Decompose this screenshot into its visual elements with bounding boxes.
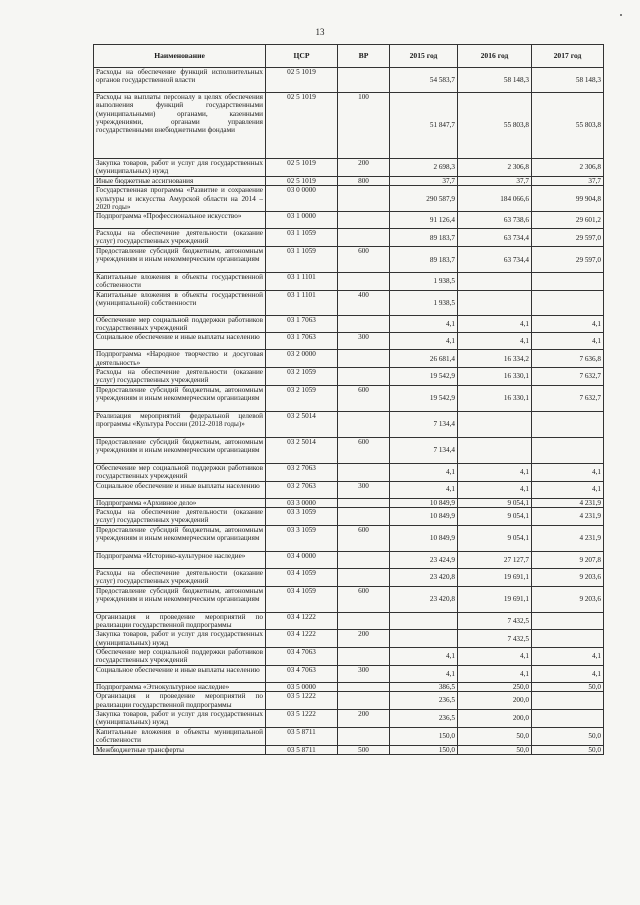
row-2015-cell: 7 134,4 xyxy=(390,411,458,437)
table-row xyxy=(94,709,604,727)
row-2017-cell xyxy=(532,437,604,463)
row-name-cell: Предоставление субсидий бюджетным, автономным учреждениям и иным некоммерческим организациям xyxy=(94,247,266,273)
row-vr-cell: 200 xyxy=(338,159,390,177)
row-csr-cell: 03 2 0000 xyxy=(266,350,338,368)
row-csr-cell: 03 4 1059 xyxy=(266,568,338,586)
table-row xyxy=(94,437,604,463)
row-name-cell: Расходы на обеспечение деятельности (оказание услуг) государственных учреждений xyxy=(94,367,266,385)
row-name-cell: Реализация мероприятий федеральной целевой программы «Культура России (2012-2018 годы)» xyxy=(94,411,266,437)
row-2017-cell: 9 203,6 xyxy=(532,568,604,586)
row-2017-cell: 4 231,9 xyxy=(532,498,604,507)
row-2015-cell: 236,5 xyxy=(390,709,458,727)
table-row xyxy=(94,568,604,586)
row-2015-cell: 10 849,9 xyxy=(390,507,458,525)
row-vr-cell xyxy=(338,229,390,247)
row-vr-cell: 600 xyxy=(338,586,390,612)
row-2015-cell: 4,1 xyxy=(390,315,458,333)
table-row xyxy=(94,692,604,710)
row-csr-cell: 03 3 1059 xyxy=(266,507,338,525)
row-2016-cell: 7 432,5 xyxy=(458,612,532,630)
row-2015-cell: 290 587,9 xyxy=(390,186,458,212)
table-row xyxy=(94,498,604,507)
row-2015-cell: 89 183,7 xyxy=(390,229,458,247)
row-vr-cell xyxy=(338,315,390,333)
row-2015-cell: 236,5 xyxy=(390,692,458,710)
row-2016-cell: 4,1 xyxy=(458,463,532,481)
row-csr-cell: 03 2 1059 xyxy=(266,367,338,385)
row-vr-cell xyxy=(338,186,390,212)
row-2016-cell: 27 127,7 xyxy=(458,551,532,568)
row-2017-cell: 4,1 xyxy=(532,648,604,666)
table-row xyxy=(94,745,604,754)
row-2017-cell: 4,1 xyxy=(532,481,604,498)
row-2015-cell: 54 583,7 xyxy=(390,68,458,93)
row-name-cell: Капитальные вложения в объекты муниципальной собственности xyxy=(94,727,266,745)
row-name-cell: Обеспечение мер социальной поддержки работников государственных учреждений xyxy=(94,315,266,333)
row-vr-cell: 500 xyxy=(338,745,390,754)
row-2016-cell: 16 330,1 xyxy=(458,385,532,411)
row-vr-cell: 600 xyxy=(338,525,390,551)
row-csr-cell: 03 1 1059 xyxy=(266,247,338,273)
row-vr-cell xyxy=(338,692,390,710)
row-csr-cell: 03 0 0000 xyxy=(266,186,338,212)
row-name-cell: Межбюджетные трансферты xyxy=(94,745,266,754)
table-row xyxy=(94,367,604,385)
row-2016-cell: 58 148,3 xyxy=(458,68,532,93)
table-row xyxy=(94,273,604,291)
row-name-cell: Капитальные вложения в объекты государственной собственности xyxy=(94,273,266,291)
row-vr-cell xyxy=(338,273,390,291)
row-2016-cell: 37,7 xyxy=(458,177,532,186)
row-vr-cell xyxy=(338,463,390,481)
row-vr-cell xyxy=(338,727,390,745)
row-2017-cell: 7 632,7 xyxy=(532,385,604,411)
row-2015-cell: 386,5 xyxy=(390,683,458,692)
row-2017-cell: 55 803,8 xyxy=(532,93,604,159)
row-2016-cell: 16 334,2 xyxy=(458,350,532,368)
row-name-cell: Обеспечение мер социальной поддержки работников государственных учреждений xyxy=(94,648,266,666)
row-2016-cell: 4,1 xyxy=(458,333,532,350)
row-2016-cell: 4,1 xyxy=(458,648,532,666)
row-csr-cell: 03 5 0000 xyxy=(266,683,338,692)
row-2015-cell: 51 847,7 xyxy=(390,93,458,159)
row-2015-cell: 4,1 xyxy=(390,666,458,683)
row-vr-cell xyxy=(338,551,390,568)
row-2016-cell: 63 734,4 xyxy=(458,229,532,247)
row-csr-cell: 02 5 1019 xyxy=(266,159,338,177)
row-2017-cell xyxy=(532,709,604,727)
row-vr-cell xyxy=(338,648,390,666)
row-name-cell: Расходы на выплаты персоналу в целях обеспечения выполнения функций государственными (муниципальными) органами, казенными учреждениями, органами управления государственными внебюджетными фондами xyxy=(94,93,266,159)
row-name-cell: Расходы на обеспечение деятельности (оказание услуг) государственных учреждений xyxy=(94,507,266,525)
row-2016-cell: 16 330,1 xyxy=(458,367,532,385)
row-2016-cell: 250,0 xyxy=(458,683,532,692)
row-name-cell: Социальное обеспечение и иные выплаты населению xyxy=(94,481,266,498)
row-2015-cell: 26 681,4 xyxy=(390,350,458,368)
row-name-cell: Расходы на обеспечение деятельности (оказание услуг) государственных учреждений xyxy=(94,568,266,586)
row-2017-cell: 99 904,8 xyxy=(532,186,604,212)
row-2016-cell: 55 803,8 xyxy=(458,93,532,159)
row-name-cell: Закупка товаров, работ и услуг для государственных (муниципальных) нужд xyxy=(94,630,266,648)
row-name-cell: Организация и проведение мероприятий по реализации государственной подпрограммы xyxy=(94,692,266,710)
row-csr-cell: 02 5 1019 xyxy=(266,177,338,186)
table-row xyxy=(94,525,604,551)
row-2016-cell xyxy=(458,273,532,291)
row-2015-cell: 19 542,9 xyxy=(390,385,458,411)
budget-table-container xyxy=(93,44,603,755)
table-row xyxy=(94,648,604,666)
row-2017-cell xyxy=(532,630,604,648)
header-2016: 2016 год xyxy=(458,45,532,68)
row-name-cell: Предоставление субсидий бюджетным, автономным учреждениям и иным некоммерческим организациям xyxy=(94,385,266,411)
row-csr-cell: 03 1 7063 xyxy=(266,315,338,333)
row-2016-cell: 9 054,1 xyxy=(458,498,532,507)
row-vr-cell: 400 xyxy=(338,290,390,315)
scan-speck xyxy=(620,14,622,16)
row-2015-cell: 23 420,8 xyxy=(390,586,458,612)
row-name-cell: Предоставление субсидий бюджетным, автономным учреждениям и иным некоммерческим организациям xyxy=(94,525,266,551)
table-row xyxy=(94,333,604,350)
row-2015-cell: 23 420,8 xyxy=(390,568,458,586)
row-2017-cell: 37,7 xyxy=(532,177,604,186)
row-2017-cell: 29 597,0 xyxy=(532,229,604,247)
table-row xyxy=(94,481,604,498)
row-vr-cell xyxy=(338,68,390,93)
row-csr-cell: 03 2 7063 xyxy=(266,463,338,481)
row-2015-cell: 19 542,9 xyxy=(390,367,458,385)
row-vr-cell: 800 xyxy=(338,177,390,186)
row-2016-cell: 50,0 xyxy=(458,727,532,745)
row-2017-cell: 4,1 xyxy=(532,666,604,683)
row-vr-cell: 600 xyxy=(338,437,390,463)
row-vr-cell xyxy=(338,568,390,586)
row-name-cell: Обеспечение мер социальной поддержки работников государственных учреждений xyxy=(94,463,266,481)
table-row xyxy=(94,247,604,273)
table-row xyxy=(94,411,604,437)
row-2016-cell: 63 738,6 xyxy=(458,212,532,229)
row-2015-cell: 150,0 xyxy=(390,745,458,754)
table-row xyxy=(94,177,604,186)
row-2017-cell: 50,0 xyxy=(532,745,604,754)
table-row xyxy=(94,666,604,683)
row-2017-cell: 9 207,8 xyxy=(532,551,604,568)
row-csr-cell: 03 1 1059 xyxy=(266,229,338,247)
row-2016-cell xyxy=(458,437,532,463)
table-row xyxy=(94,727,604,745)
row-name-cell: Подпрограмма «Этнокультурное наследие» xyxy=(94,683,266,692)
row-2015-cell: 4,1 xyxy=(390,648,458,666)
header-vr: ВР xyxy=(338,45,390,68)
row-2016-cell: 184 066,6 xyxy=(458,186,532,212)
row-2016-cell: 4,1 xyxy=(458,315,532,333)
row-2017-cell: 7 632,7 xyxy=(532,367,604,385)
row-csr-cell: 03 5 1222 xyxy=(266,692,338,710)
row-2015-cell: 4,1 xyxy=(390,463,458,481)
row-2016-cell: 9 054,1 xyxy=(458,507,532,525)
row-vr-cell: 600 xyxy=(338,385,390,411)
row-2017-cell: 7 636,8 xyxy=(532,350,604,368)
row-2017-cell xyxy=(532,273,604,291)
row-name-cell: Предоставление субсидий бюджетным, автономным учреждениям и иным некоммерческим организациям xyxy=(94,586,266,612)
row-vr-cell xyxy=(338,507,390,525)
row-2017-cell: 2 306,8 xyxy=(532,159,604,177)
row-vr-cell: 600 xyxy=(338,247,390,273)
table-row xyxy=(94,229,604,247)
row-vr-cell: 300 xyxy=(338,481,390,498)
row-2016-cell: 7 432,5 xyxy=(458,630,532,648)
row-2017-cell xyxy=(532,612,604,630)
row-csr-cell: 02 5 1019 xyxy=(266,93,338,159)
table-row xyxy=(94,159,604,177)
table-row xyxy=(94,212,604,229)
row-csr-cell: 03 3 0000 xyxy=(266,498,338,507)
row-csr-cell: 03 5 8711 xyxy=(266,745,338,754)
row-name-cell: Расходы на обеспечение функций исполнительных органов государственной власти xyxy=(94,68,266,93)
row-2015-cell xyxy=(390,630,458,648)
row-2016-cell: 50,0 xyxy=(458,745,532,754)
header-csr: ЦСР xyxy=(266,45,338,68)
row-2015-cell: 7 134,4 xyxy=(390,437,458,463)
row-2017-cell xyxy=(532,411,604,437)
row-vr-cell xyxy=(338,498,390,507)
table-row xyxy=(94,683,604,692)
row-2016-cell: 200,0 xyxy=(458,709,532,727)
table-row xyxy=(94,507,604,525)
row-name-cell: Подпрограмма «Народное творчество и досуговая деятельность» xyxy=(94,350,266,368)
row-csr-cell: 03 4 1222 xyxy=(266,612,338,630)
row-name-cell: Предоставление субсидий бюджетным, автономным учреждениям и иным некоммерческим организациям xyxy=(94,437,266,463)
row-vr-cell: 300 xyxy=(338,666,390,683)
row-vr-cell xyxy=(338,411,390,437)
table-row xyxy=(94,350,604,368)
row-name-cell: Подпрограмма «Архивное дело» xyxy=(94,498,266,507)
row-2017-cell: 4,1 xyxy=(532,315,604,333)
table-row xyxy=(94,586,604,612)
row-name-cell: Закупка товаров, работ и услуг для государственных (муниципальных) нужд xyxy=(94,159,266,177)
row-2016-cell: 19 691,1 xyxy=(458,568,532,586)
row-name-cell: Подпрограмма «Историко-культурное наследие» xyxy=(94,551,266,568)
row-vr-cell xyxy=(338,350,390,368)
row-vr-cell: 300 xyxy=(338,333,390,350)
row-2017-cell: 4 231,9 xyxy=(532,507,604,525)
table-row xyxy=(94,385,604,411)
row-csr-cell: 03 2 5014 xyxy=(266,411,338,437)
row-2017-cell xyxy=(532,692,604,710)
table-row xyxy=(94,463,604,481)
row-2015-cell: 2 698,3 xyxy=(390,159,458,177)
row-name-cell: Подпрограмма «Профессиональное искусство» xyxy=(94,212,266,229)
row-csr-cell: 03 3 1059 xyxy=(266,525,338,551)
row-name-cell: Организация и проведение мероприятий по реализации государственной подпрограммы xyxy=(94,612,266,630)
row-name-cell: Социальное обеспечение и иные выплаты населению xyxy=(94,666,266,683)
row-2015-cell: 23 424,9 xyxy=(390,551,458,568)
row-2015-cell: 1 938,5 xyxy=(390,273,458,291)
header-2017: 2017 год xyxy=(532,45,604,68)
row-csr-cell: 03 1 1101 xyxy=(266,273,338,291)
row-vr-cell: 200 xyxy=(338,630,390,648)
row-2016-cell: 9 054,1 xyxy=(458,525,532,551)
row-csr-cell: 03 2 1059 xyxy=(266,385,338,411)
table-header-row xyxy=(94,45,604,68)
row-vr-cell: 100 xyxy=(338,93,390,159)
row-csr-cell: 03 1 7063 xyxy=(266,333,338,350)
row-name-cell: Расходы на обеспечение деятельности (оказание услуг) государственных учреждений xyxy=(94,229,266,247)
row-vr-cell xyxy=(338,683,390,692)
row-name-cell: Закупка товаров, работ и услуг для государственных (муниципальных) нужд xyxy=(94,709,266,727)
row-2016-cell: 63 734,4 xyxy=(458,247,532,273)
row-2015-cell: 150,0 xyxy=(390,727,458,745)
row-csr-cell: 03 5 1222 xyxy=(266,709,338,727)
table-row xyxy=(94,186,604,212)
header-2015: 2015 год xyxy=(390,45,458,68)
row-2015-cell xyxy=(390,612,458,630)
row-name-cell: Социальное обеспечение и иные выплаты населению xyxy=(94,333,266,350)
row-2017-cell: 58 148,3 xyxy=(532,68,604,93)
row-2015-cell: 4,1 xyxy=(390,333,458,350)
row-2017-cell: 4,1 xyxy=(532,333,604,350)
row-csr-cell: 02 5 1019 xyxy=(266,68,338,93)
row-2015-cell: 37,7 xyxy=(390,177,458,186)
budget-table xyxy=(93,44,604,755)
row-vr-cell: 200 xyxy=(338,709,390,727)
table-body xyxy=(94,68,604,755)
row-2017-cell: 4 231,9 xyxy=(532,525,604,551)
row-csr-cell: 03 1 0000 xyxy=(266,212,338,229)
row-2015-cell: 91 126,4 xyxy=(390,212,458,229)
row-2015-cell: 89 183,7 xyxy=(390,247,458,273)
table-row xyxy=(94,612,604,630)
row-csr-cell: 03 4 0000 xyxy=(266,551,338,568)
row-2017-cell: 9 203,6 xyxy=(532,586,604,612)
row-2016-cell: 4,1 xyxy=(458,666,532,683)
row-vr-cell xyxy=(338,367,390,385)
row-csr-cell: 03 2 7063 xyxy=(266,481,338,498)
page-number: 13 xyxy=(315,27,325,37)
row-csr-cell: 03 2 5014 xyxy=(266,437,338,463)
table-row xyxy=(94,93,604,159)
row-vr-cell xyxy=(338,612,390,630)
row-vr-cell xyxy=(338,212,390,229)
table-row xyxy=(94,290,604,315)
row-2015-cell: 10 849,9 xyxy=(390,525,458,551)
row-2017-cell: 50,0 xyxy=(532,683,604,692)
row-2016-cell: 200,0 xyxy=(458,692,532,710)
table-row xyxy=(94,630,604,648)
row-2016-cell xyxy=(458,290,532,315)
row-2017-cell xyxy=(532,290,604,315)
row-2017-cell: 29 601,2 xyxy=(532,212,604,229)
row-2016-cell: 19 691,1 xyxy=(458,586,532,612)
row-name-cell: Капитальные вложения в объекты государственной (муниципальной) собственности xyxy=(94,290,266,315)
row-2017-cell: 4,1 xyxy=(532,463,604,481)
row-csr-cell: 03 4 1059 xyxy=(266,586,338,612)
row-2017-cell: 29 597,0 xyxy=(532,247,604,273)
row-2015-cell: 10 849,9 xyxy=(390,498,458,507)
row-2015-cell: 4,1 xyxy=(390,481,458,498)
row-name-cell: Иные бюджетные ассигнования xyxy=(94,177,266,186)
row-2016-cell: 2 306,8 xyxy=(458,159,532,177)
row-2016-cell: 4,1 xyxy=(458,481,532,498)
row-csr-cell: 03 4 1222 xyxy=(266,630,338,648)
row-2016-cell xyxy=(458,411,532,437)
table-row xyxy=(94,68,604,93)
row-name-cell: Государственная программа «Развитие и сохранение культуры и искусства Амурской области на 2014 – 2020 годы» xyxy=(94,186,266,212)
row-csr-cell: 03 4 7063 xyxy=(266,666,338,683)
table-row xyxy=(94,315,604,333)
row-2017-cell: 50,0 xyxy=(532,727,604,745)
row-2015-cell: 1 938,5 xyxy=(390,290,458,315)
header-name: Наименование xyxy=(94,45,266,68)
row-csr-cell: 03 5 8711 xyxy=(266,727,338,745)
row-csr-cell: 03 1 1101 xyxy=(266,290,338,315)
table-row xyxy=(94,551,604,568)
row-csr-cell: 03 4 7063 xyxy=(266,648,338,666)
